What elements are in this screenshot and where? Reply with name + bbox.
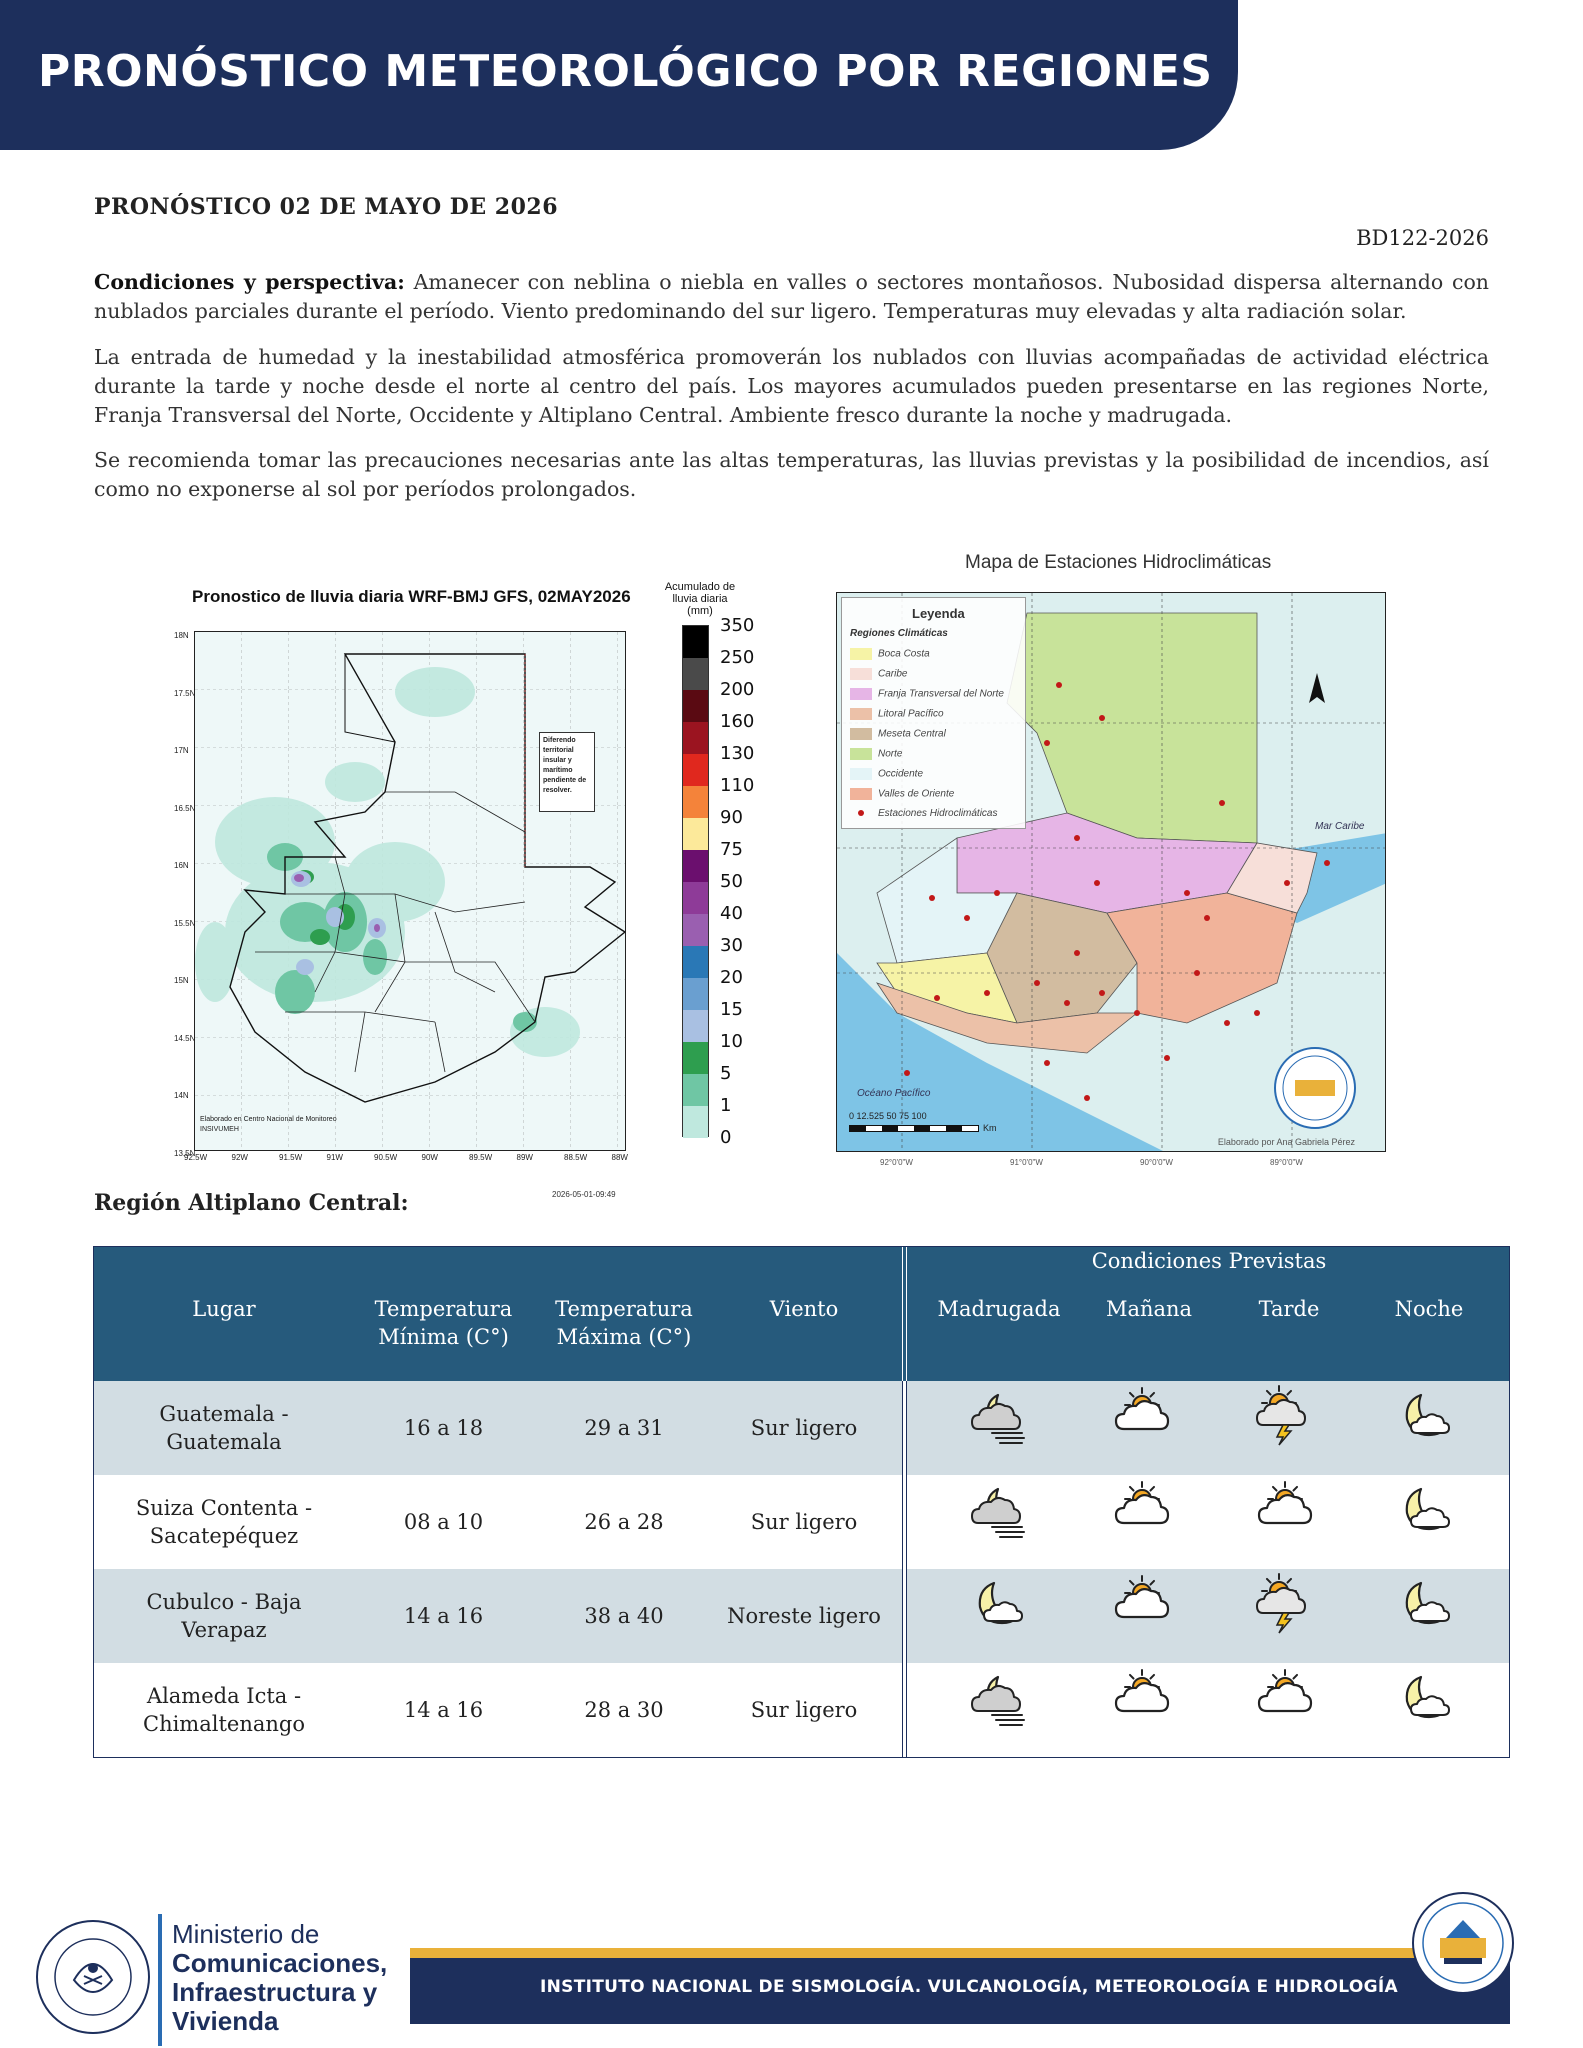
scale-unit: Km: [983, 1123, 997, 1133]
legend-swatch: [850, 788, 872, 800]
region-title: Región Altiplano Central:: [94, 1190, 409, 1216]
cell-tmin: 16 a 18: [403, 1416, 484, 1440]
legend-item: [850, 748, 902, 762]
latitude-label: 15.5N: [174, 918, 196, 928]
colorbar-label: 50: [720, 871, 743, 892]
colorbar-segment: [683, 722, 708, 754]
partly-sunny-icon: [1212, 1663, 1352, 1757]
table-row: [94, 1475, 1509, 1569]
colorbar-segment: [683, 1106, 708, 1138]
ministry-line-1: Ministerio de: [172, 1919, 320, 1949]
legend-swatch: [850, 688, 872, 700]
header-divider: [902, 1247, 907, 1381]
colorbar-label: 200: [720, 679, 755, 700]
legend-item: [850, 668, 907, 682]
cell-wind: Sur ligero: [750, 1698, 858, 1722]
colorbar-label: 90: [720, 807, 743, 828]
legend-item-label: Franja Transversal del Norte: [878, 688, 1004, 700]
table-row: [94, 1569, 1509, 1663]
colorbar-segment: [683, 626, 708, 658]
header-place: Lugar: [192, 1297, 256, 1321]
credit-line-1: Elaborado en Centro Nacional de Monitoreo: [200, 1116, 337, 1123]
colorbar-segment: [683, 658, 708, 690]
latitude-label: 14N: [174, 1091, 189, 1100]
table-row: [94, 1663, 1509, 1757]
sea-caribe-label: Mar Caribe: [1315, 821, 1365, 832]
legend-subtitle: Regiones Climáticas: [850, 628, 948, 639]
legend-swatch: [850, 648, 872, 660]
colorbar-label: 5: [720, 1063, 732, 1084]
legend-stations-label: Estaciones Hidroclimáticas: [878, 808, 998, 819]
colorbar-segment: [683, 1074, 708, 1106]
scale-bar: [849, 1125, 979, 1132]
colorbar-segment: [683, 754, 708, 786]
legend-item: [850, 728, 946, 742]
legend-swatch: [850, 748, 872, 760]
sea-pacifico-label: Océano Pacífico: [857, 1088, 931, 1099]
colorbar-label: 75: [720, 839, 743, 860]
thunderstorm-icon: [1212, 1381, 1352, 1475]
station-map: [830, 540, 1390, 1170]
cell-place: Cubulco - Baja Verapaz: [146, 1590, 302, 1642]
latitude-label: 16N: [174, 861, 189, 870]
station-longitude-label: 91°0'0"W: [1010, 1158, 1043, 1167]
dispute-note: Diferendo territorial insular y marítimo pendiente de resolver.: [539, 732, 595, 812]
cell-wind: Sur ligero: [750, 1416, 858, 1440]
partly-sunny-icon: [1212, 1475, 1352, 1569]
latitude-label: 14.5N: [174, 1033, 196, 1043]
colorbar-segment: [683, 786, 708, 818]
colorbar-label: 40: [720, 903, 743, 924]
station-longitude-label: 92°0'0"W: [880, 1158, 913, 1167]
rain-map-title: Pronostico de lluvia diaria WRF-BMJ GFS, 02MAY2026: [192, 587, 631, 606]
header-night: Noche: [1394, 1297, 1464, 1321]
forecast-table: [93, 1246, 1510, 1758]
guatemala-seal-logo: [34, 1918, 152, 2036]
partly-sunny-icon: [1069, 1569, 1209, 1663]
legend-item-label: Meseta Central: [878, 728, 946, 740]
colorbar-label: 30: [720, 935, 743, 956]
legend-item: [850, 648, 930, 662]
station-map-credit: Elaborado por Ana Gabriela Pérez: [1217, 1137, 1355, 1147]
station-longitude-label: 90°0'0"W: [1140, 1158, 1173, 1167]
colorbar-segment: [683, 818, 708, 850]
cell-tmin: 08 a 10: [403, 1510, 484, 1534]
legend-item-label: Boca Costa: [878, 648, 930, 660]
column-divider: [902, 1569, 907, 1663]
conditions-paragraph: [94, 268, 1489, 326]
legend-item: [850, 688, 1004, 702]
cell-wind: Noreste ligero: [727, 1604, 881, 1628]
legend-title: Leyenda: [912, 606, 965, 621]
night-partly-cloudy-icon: [1354, 1381, 1494, 1475]
legend-stations: [850, 808, 998, 822]
scale-values: 0 12.525 50 75 100: [849, 1111, 927, 1121]
colorbar-segment: [683, 978, 708, 1010]
conditions-label: Condiciones y perspectiva:: [94, 270, 405, 294]
longitude-label: 91W: [326, 1153, 343, 1162]
legend-item-label: Norte: [878, 748, 903, 760]
insivumeh-logo: [1410, 1890, 1516, 1996]
cell-place: Alameda Icta - Chimaltenango: [143, 1684, 305, 1736]
table-header: [94, 1247, 1509, 1381]
legend-swatch: [850, 668, 872, 680]
station-longitude-label: 89°0'0"W: [1270, 1158, 1303, 1167]
thunderstorm-icon: [1212, 1569, 1352, 1663]
station-map-frame: [836, 592, 1386, 1152]
longitude-label: 88W: [611, 1153, 628, 1162]
legend-item: [850, 708, 944, 722]
header-dawn: Madrugada: [937, 1297, 1061, 1321]
ministry-line-4: Vivienda: [172, 2006, 279, 2036]
header-wind: Viento: [769, 1297, 839, 1321]
latitude-label: 13.5N: [174, 1148, 196, 1158]
header-tmax: Temperatura Máxima (C°): [555, 1297, 693, 1349]
colorbar-label: 350: [720, 615, 755, 636]
legend-item-label: Litoral Pacífico: [878, 708, 944, 720]
longitude-label: 92W: [231, 1153, 248, 1162]
colorbar-segment: [683, 690, 708, 722]
longitude-label: 89W: [516, 1153, 533, 1162]
colorbar-segment: [683, 946, 708, 978]
legend-swatch: [850, 728, 872, 740]
night-partly-cloudy-icon: [1354, 1475, 1494, 1569]
humidity-paragraph: La entrada de humedad y la inestabilidad atmosférica promoverán los nublados con lluvias acompañadas de actividad eléctrica durante la tarde y noche desde el norte al centro del país. Los mayores acumulados pueden presentarse en las regiones Norte, Franja Transversal del Norte, Occidente y Altiplano Central. Ambiente fresco durante la noche y madrugada.: [94, 345, 1489, 427]
footer-stripe: [410, 1948, 1510, 1958]
partly-sunny-icon: [1069, 1663, 1209, 1757]
legend-swatch: [850, 768, 872, 780]
longitude-label: 88.5W: [564, 1153, 588, 1162]
header-banner: [0, 0, 1238, 150]
credit-line-2: INSIVUMEH: [200, 1126, 239, 1133]
legend-swatch: [850, 708, 872, 720]
ministry-line-3: Infraestructura y: [172, 1977, 378, 2007]
cell-tmax: 26 a 28: [584, 1510, 664, 1534]
colorbar-label: 110: [720, 775, 755, 796]
bulletin-code: BD122-2026: [1356, 226, 1489, 250]
legend-item-label: Valles de Oriente: [878, 788, 955, 800]
header-morning: Mañana: [1105, 1297, 1193, 1321]
latitude-label: 17.5N: [174, 688, 196, 698]
longitude-label: 91.5W: [279, 1153, 303, 1162]
colorbar-segment: [683, 850, 708, 882]
forecast-title: PRONÓSTICO 02 DE MAYO DE 2026: [94, 194, 559, 220]
header-conditions: Condiciones Previstas: [1091, 1249, 1327, 1273]
column-divider: [902, 1475, 907, 1569]
night-partly-cloudy-icon: [1354, 1663, 1494, 1757]
colorbar-label: 160: [720, 711, 755, 732]
column-divider: [902, 1381, 907, 1475]
cell-place: Guatemala - Guatemala: [159, 1402, 289, 1454]
night-partly-cloudy-icon: [927, 1569, 1067, 1663]
colorbar-segment: [683, 1042, 708, 1074]
colorbar-label: 250: [720, 647, 755, 668]
longitude-label: 92.5W: [184, 1153, 208, 1162]
rain-map-frame: [194, 631, 626, 1151]
longitude-label: 90.5W: [374, 1153, 398, 1162]
cell-tmax: 29 a 31: [584, 1416, 664, 1440]
ministry-line-2: Comunicaciones,: [172, 1948, 388, 1978]
cell-tmin: 14 a 16: [403, 1604, 484, 1628]
table-row: [94, 1381, 1509, 1475]
cell-tmax: 28 a 30: [584, 1698, 664, 1722]
colorbar-segment: [683, 882, 708, 914]
legend-item: [850, 768, 923, 782]
colorbar-label: 15: [720, 999, 743, 1020]
cell-place: Suiza Contenta - Sacatepéquez: [135, 1496, 313, 1548]
scale-text: [849, 1111, 927, 1121]
column-divider: [902, 1663, 907, 1757]
cell-tmax: 38 a 40: [584, 1604, 664, 1628]
colorbar-label: 1: [720, 1095, 732, 1116]
ministry-divider: [158, 1914, 162, 2046]
colorbar-segment: [683, 1010, 708, 1042]
partly-sunny-icon: [1069, 1475, 1209, 1569]
header-tmin: Temperatura Mínima (C°): [374, 1297, 513, 1349]
colorbar-label: 0: [720, 1127, 732, 1148]
latitude-label: 15N: [174, 976, 189, 985]
latitude-label: 16.5N: [174, 803, 196, 813]
table-body: [94, 1381, 1509, 1757]
colorbar-label: 10: [720, 1031, 743, 1052]
institute-name: INSTITUTO NACIONAL DE SISMOLOGÍA. VULCANOLOGÍA, METEOROLOGÍA E HIDROLOGÍA: [540, 1977, 1398, 1997]
header-afternoon: Tarde: [1258, 1297, 1320, 1321]
colorbar-segment: [683, 914, 708, 946]
legend-item: [850, 788, 954, 802]
night-fog-icon: [927, 1475, 1067, 1569]
rain-forecast-map: [174, 575, 820, 1199]
rain-map-graphic: [195, 632, 626, 1151]
latitude-label: 18N: [174, 631, 189, 640]
page-title: PRONÓSTICO METEOROLÓGICO POR REGIONES: [38, 46, 1213, 97]
partly-sunny-icon: [1069, 1381, 1209, 1475]
rain-colorbar: [682, 625, 709, 1137]
legend-item-label: Caribe: [878, 668, 908, 680]
ministry-name: [172, 1920, 387, 2036]
conditions-text: Amanecer con neblina o niebla en valles o sectores montañosos. Nubosidad dispersa alternando con nublados parciales durante el período. Viento predominando del sur ligero. Temperaturas muy elevadas y alta radiación solar.: [94, 270, 1489, 323]
cell-wind: Sur ligero: [750, 1510, 858, 1534]
night-fog-icon: [927, 1663, 1067, 1757]
cell-tmin: 14 a 16: [403, 1698, 484, 1722]
longitude-label: 90W: [421, 1153, 438, 1162]
map-timestamp: 2026-05-01-09:49: [552, 1190, 616, 1199]
latitude-label: 17N: [174, 746, 189, 755]
colorbar-label: 130: [720, 743, 755, 764]
colorbar-label: 20: [720, 967, 743, 988]
rain-map-credit: [200, 1115, 337, 1135]
night-fog-icon: [927, 1381, 1067, 1475]
legend-item-label: Occidente: [878, 768, 924, 780]
colorbar-title: Acumulado de lluvia diaria (mm): [664, 581, 736, 617]
night-partly-cloudy-icon: [1354, 1569, 1494, 1663]
station-map-legend: [841, 597, 1026, 829]
recommendation-paragraph: Se recomienda tomar las precauciones necesarias ante las altas temperaturas, las lluvias previstas y la posibilidad de incendios, así como no exponerse al sol por períodos prolongados.: [94, 448, 1489, 501]
station-map-title: Mapa de Estaciones Hidroclimáticas: [965, 552, 1272, 573]
longitude-label: 89.5W: [469, 1153, 493, 1162]
station-dot-icon: [858, 810, 864, 816]
